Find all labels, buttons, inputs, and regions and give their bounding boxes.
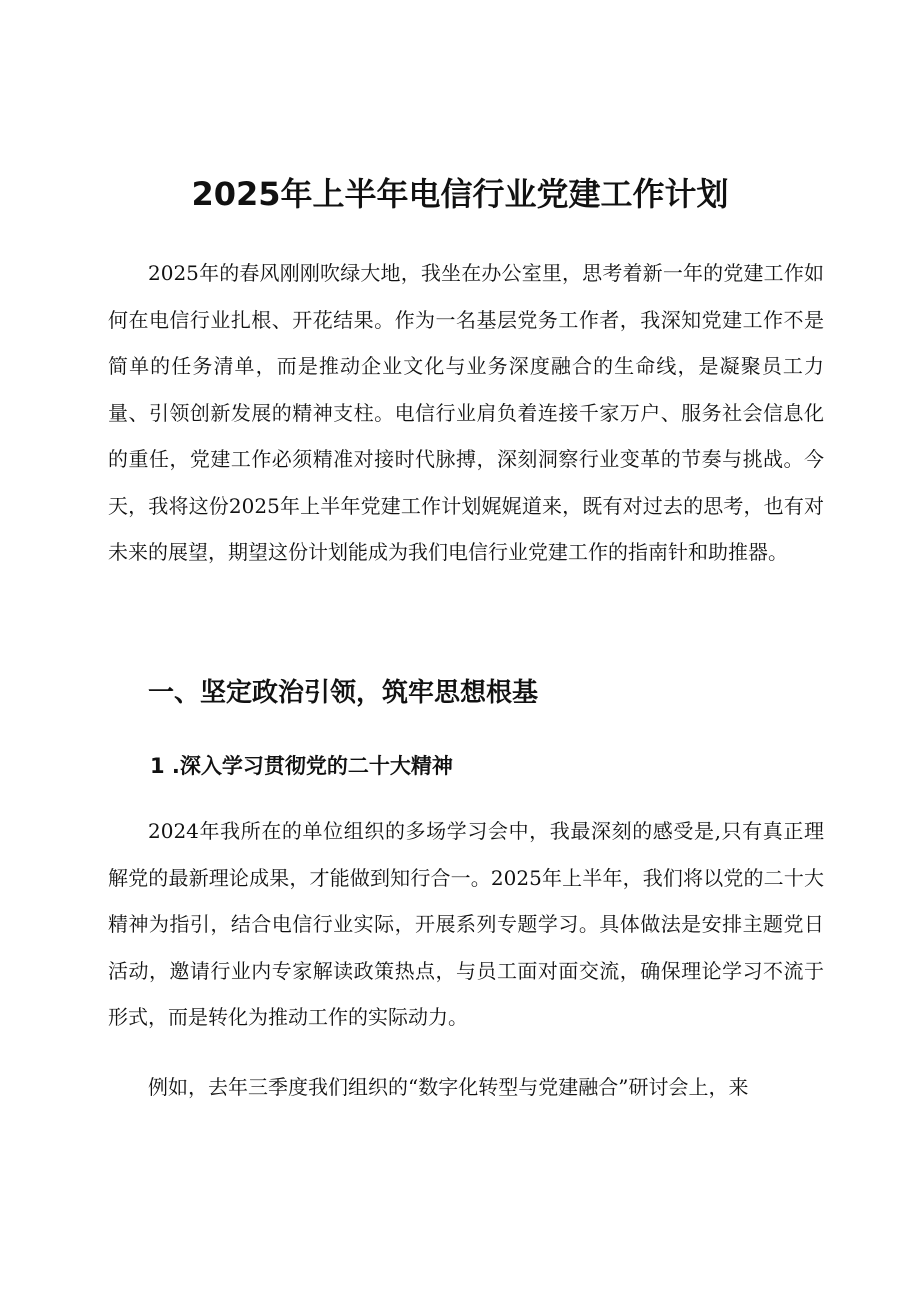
document-title: 2025年上半年电信行业党建工作计划 [191, 175, 729, 213]
subsection-heading: 1 .深入学习贯彻党的二十大精神 [150, 754, 453, 778]
section-heading: 一、坚定政治引领，筑牢思想根基 [148, 678, 539, 708]
body-paragraph: 2024年我所在的单位组织的多场学习会中，我最深刻的感受是,只有真正理解党的最新理论成果，才能做到知行合一。2025年上半年，我们将以党的二十大精神为指引，结合电信行业实际，开展系列专题学习。具体做法是安排主题党日活动，邀请行业内专家解读政策热点，与员工面对面交流，确保理论学习不流于形式，而是转化为推动工作的实际动力。 [108, 819, 824, 1029]
intro-paragraph: 2025年的春风刚刚吹绿大地，我坐在办公室里，思考着新一年的党建工作如何在电信行业扎根、开花结果。作为一名基层党务工作者，我深知党建工作不是简单的任务清单，而是推动企业文化与业务深度融合的生命线，是凝聚员工力量、引领创新发展的精神支柱。电信行业肩负着连接千家万户、服务社会信息化的重任，党建工作必须精准对接时代脉搏，深刻洞察行业变革的节奏与挑战。今天，我将这份2025年上半年党建工作计划娓娓道来，既有对过去的思考，也有对未来的展望，期望这份计划能成为我们电信行业党建工作的指南针和助推器。 [108, 261, 824, 564]
body-paragraph-continued: 例如，去年三季度我们组织的“数字化转型与党建融合”研讨会上，来 [148, 1075, 749, 1099]
